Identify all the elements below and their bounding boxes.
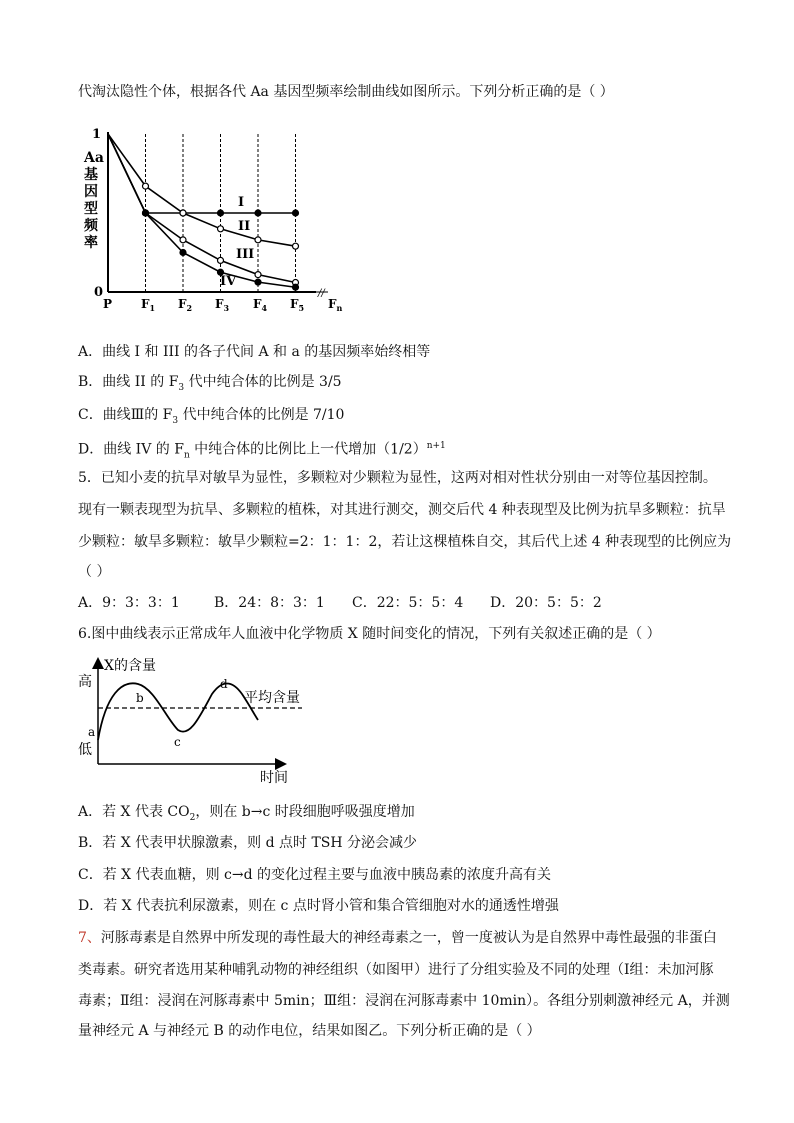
y-axis-label-char: 频	[84, 218, 98, 234]
curve-label-i: I	[238, 195, 245, 210]
q4-option-c: C．曲线Ⅲ的 $F_3$ 代中纯合体的比例是 7/10	[78, 407, 345, 426]
data-point-i	[293, 210, 299, 216]
x-content-over-time-chart	[74, 654, 314, 788]
x-tick-f2: F	[178, 297, 187, 311]
q5-option-d: D．20：5：5：2	[490, 595, 602, 611]
series-line-iv	[108, 134, 296, 287]
q4-option-b: B．曲线 II 的 $F_3$ 代中纯合体的比例是 3/5	[78, 374, 342, 393]
question-intro-line: 代淘汰隐性个体，根据各代 Aa 基因型频率绘制曲线如图所示。下列分析正确的是（ ）	[78, 84, 614, 100]
y-axis-top-label: 1	[92, 127, 102, 142]
q5-stem-line: （ ）	[78, 564, 111, 580]
point-b-label: b	[136, 691, 144, 705]
data-point-ii	[218, 226, 224, 232]
data-point-iv	[255, 279, 261, 285]
q5-stem-line: 少颗粒：敏旱多颗粒：敏旱少颗粒=2：1：1：2，若让这棵植株自交，其后代上述 4 种表现型的比例应为	[78, 534, 732, 550]
x-tick-f5: F	[290, 297, 299, 311]
svg-text:F4	[253, 297, 268, 312]
point-a-label: a	[88, 725, 96, 739]
q4-option-d: D．曲线 IV 的 $F_n$ 中纯合体的比例比上一代增加$(1/2)^{n+1}$	[78, 441, 446, 461]
svg-text:F2	[178, 297, 192, 312]
curve-label-ii: II	[238, 219, 251, 234]
average-label: 平均含量	[244, 690, 300, 706]
svg-text:F1	[141, 297, 155, 312]
x-tick-f1: F	[141, 297, 150, 311]
genotype-frequency-chart	[78, 122, 358, 312]
q5-option-c: C．22：5：5：4	[352, 595, 464, 611]
x-tick-sub: 5	[298, 303, 305, 312]
data-point-iv	[143, 210, 149, 216]
curve-label-iv: IV	[220, 274, 237, 289]
q6-option-d: D．若 X 代表抗利尿激素，则在 c 点时肾小管和集合管细胞对水的通透性增强	[78, 898, 559, 914]
svg-text:F3	[215, 297, 230, 312]
x-tick-sub: n	[336, 303, 343, 312]
data-point-iii	[218, 257, 224, 263]
point-d-label: d	[220, 677, 228, 691]
y-axis-label-char: 因	[84, 184, 98, 200]
data-point-iv	[180, 250, 186, 256]
data-point-iii	[180, 237, 186, 243]
data-point-i	[255, 210, 261, 216]
q5-stem-line: 现有一颗表现型为抗旱、多颗粒的植株，对其进行测交，测交后代 4 种表现型及比例为抗旱多颗粒：抗旱	[78, 502, 726, 518]
y-axis-label-char: 基	[84, 167, 98, 183]
y-axis-label-aa: Aa	[84, 150, 104, 166]
q5-option-a: A．9：3：3：1	[78, 595, 180, 611]
data-point-i	[218, 210, 224, 216]
curve-label-iii: III	[236, 247, 255, 262]
point-c-label: c	[174, 735, 181, 749]
x-tick-p: P	[103, 297, 113, 311]
q4-option-a: A．曲线 I 和 III 的各子代间 A 和 a 的基因频率始终相等	[78, 344, 431, 360]
q5-option-b: B．24：8：3：1	[214, 595, 325, 611]
q6-stem: 6.图中曲线表示正常成年人血液中化学物质 X 随时间变化的情况，下列有关叙述正确的是（ ）	[78, 626, 661, 642]
q7-stem-line: 7、河豚毒素是自然界中所发现的毒性最大的神经毒素之一，曾一度被认为是自然界中毒性最强的非蛋白	[78, 930, 717, 946]
x-tick-sub: 1	[149, 303, 156, 312]
q5-options	[78, 593, 602, 613]
x-tick-fn: F	[328, 297, 337, 311]
x-tick-f3: F	[215, 297, 224, 311]
svg-text:Fn	[328, 297, 343, 312]
x-tick-sub: 2	[186, 303, 193, 312]
q7-stem-line: 毒素；Ⅱ组：浸润在河豚毒素中 5min；Ⅲ组：浸润在河豚毒素中 10min）。各组分别刺激神经元 A，并测	[78, 993, 730, 1009]
data-point-iv	[293, 284, 299, 290]
data-point-ii	[255, 237, 261, 243]
y-axis-bottom-label: 0	[94, 285, 104, 300]
high-label: 高	[78, 674, 92, 690]
data-point-ii	[143, 183, 149, 189]
y-axis-label-char: 率	[84, 235, 98, 251]
x-axis-label: 时间	[260, 770, 288, 786]
y-axis-label: X的含量	[104, 658, 156, 674]
data-point-iii	[255, 272, 261, 278]
q6-option-c: C．若 X 代表血糖，则 c→d 的变化过程主要与血液中胰岛素的浓度升高有关	[78, 867, 552, 883]
x-tick-f4: F	[253, 297, 262, 311]
q6-option-b: B．若 X 代表甲状腺激素，则 d 点时 TSH 分泌会减少	[78, 835, 418, 851]
q7-stem-line: 类毒素。研究者选用某种哺乳动物的神经组织（如图甲）进行了分组实验及不同的处理（Ⅰ组：未加河豚	[78, 962, 714, 978]
series-line-ii	[108, 134, 296, 246]
low-label: 低	[78, 742, 92, 758]
x-tick-sub: 3	[223, 303, 230, 312]
series-line-iii	[108, 134, 296, 283]
data-point-ii	[293, 243, 299, 249]
svg-text:F5	[290, 297, 304, 312]
q7-number: 7、	[78, 930, 101, 946]
data-point-ii	[180, 210, 186, 216]
y-axis-label-char: 型	[84, 201, 98, 217]
x-content-curve	[98, 683, 258, 740]
q6-option-a: A．若 X 代表 $CO_2$，则在 b→c 时段细胞呼吸强度增加	[78, 804, 415, 823]
q5-stem-line: 5．已知小麦的抗旱对敏旱为显性，多颗粒对少颗粒为显性，这两对相对性状分别由一对等位基因控制。	[78, 470, 717, 486]
svg-text://: //	[318, 288, 325, 299]
x-tick-sub: 4	[261, 303, 268, 312]
q7-stem-line: 量神经元 A 与神经元 B 的动作电位，结果如图乙。下列分析正确的是（ ）	[78, 1023, 541, 1039]
